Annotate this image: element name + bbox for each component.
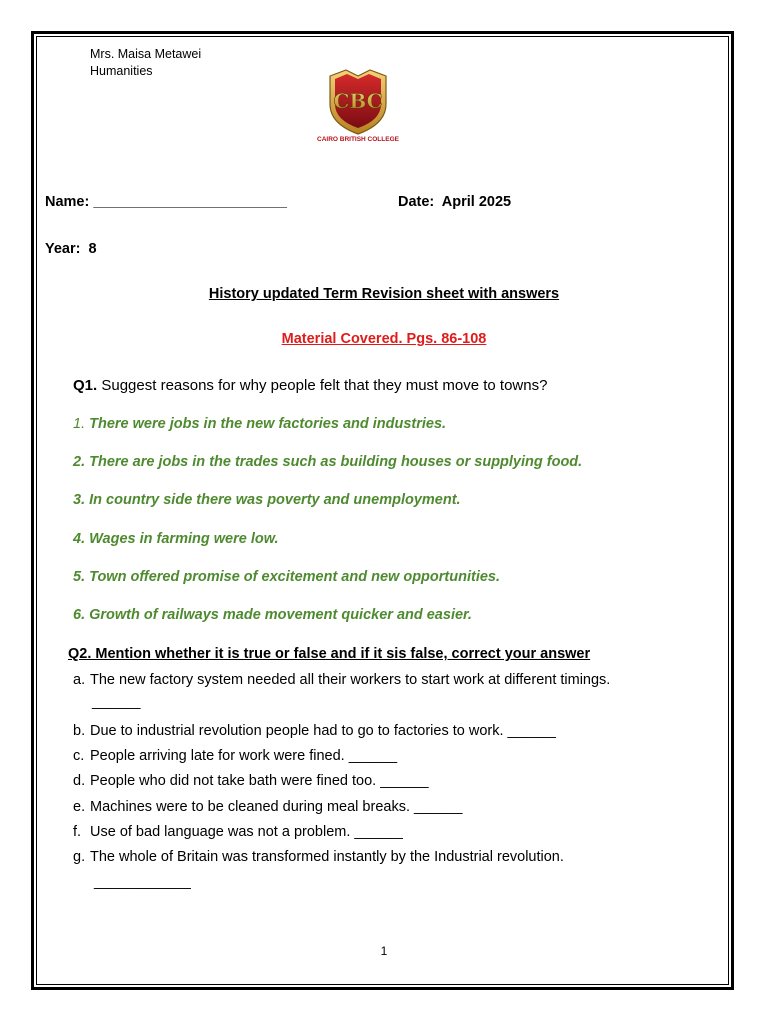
- item-letter: a.: [73, 672, 86, 688]
- name-blank: ________________________: [93, 194, 287, 210]
- year-label: Year:: [45, 241, 81, 257]
- answer-text: Town offered promise of excitement and new opportunities.: [89, 569, 501, 585]
- logo-monogram: CBC: [333, 89, 383, 113]
- answer-item: [73, 607, 472, 623]
- item-text: The new factory system needed all their workers to start work at different timings.: [90, 672, 611, 688]
- answer-number: 2.: [73, 454, 86, 470]
- logo-caption: CAIRO BRITISH COLLEGE: [317, 136, 399, 143]
- year-value: 8: [88, 241, 97, 257]
- question-2-heading: Q2. Mention whether it is true or false and if it sis false, correct your answer: [68, 646, 591, 662]
- item-letter: b.: [73, 723, 86, 739]
- answer-item: [73, 454, 582, 470]
- item-text: People arriving late for work were fined. ______: [90, 748, 398, 764]
- name-label: Name:: [45, 194, 90, 210]
- answer-item: [73, 531, 278, 547]
- answer-blank: ____________: [94, 874, 191, 890]
- answer-text: There are jobs in the trades such as building houses or supplying food.: [89, 454, 583, 470]
- sheet-title: History updated Term Revision sheet with answers: [208, 286, 560, 302]
- department: Humanities: [90, 64, 153, 78]
- q1-label: Q1.: [73, 377, 98, 394]
- answer-item: [73, 492, 461, 508]
- answer-item: [73, 416, 446, 432]
- material-covered: Material Covered. Pgs. 86-108: [281, 331, 487, 347]
- answer-text: Wages in farming were low.: [89, 531, 279, 547]
- answer-number: 1.: [73, 416, 86, 432]
- answer-blank: ______: [92, 694, 141, 710]
- page-border-inner: [36, 36, 729, 985]
- date-field: [398, 194, 511, 210]
- answer-text: Growth of railways made movement quicker and easier.: [89, 607, 472, 623]
- item-letter: e.: [73, 799, 86, 815]
- teacher-block: [90, 46, 201, 80]
- shield-emblem-icon: [316, 66, 400, 144]
- item-text: People who did not take bath were fined too. ______: [90, 773, 429, 789]
- date-value: April 2025: [441, 194, 512, 210]
- answer-number: 5.: [73, 569, 86, 585]
- page-number: 1: [380, 944, 388, 958]
- item-text: Due to industrial revolution people had to go to factories to work. ______: [90, 723, 556, 739]
- answer-number: 6.: [73, 607, 86, 623]
- item-letter: d.: [73, 773, 86, 789]
- answer-text: There were jobs in the new factories and industries.: [89, 416, 447, 432]
- teacher-name: Mrs. Maisa Metawei: [90, 47, 202, 61]
- answer-text: In country side there was poverty and unemployment.: [89, 492, 461, 508]
- answer-number: 4.: [73, 531, 86, 547]
- item-text: Use of bad language was not a problem. ______: [90, 824, 403, 840]
- item-letter: c.: [73, 748, 85, 764]
- school-logo: [316, 66, 400, 144]
- answer-number: 3.: [73, 492, 86, 508]
- item-letter: g.: [73, 849, 86, 865]
- item-text: The whole of Britain was transformed instantly by the Industrial revolution.: [90, 849, 564, 865]
- item-letter: f.: [73, 824, 82, 840]
- date-label: Date:: [398, 194, 435, 210]
- answer-item: [73, 569, 500, 585]
- name-field: [45, 194, 287, 210]
- item-text: Machines were to be cleaned during meal breaks. ______: [90, 799, 463, 815]
- q1-text: Suggest reasons for why people felt that they must move to towns?: [101, 377, 548, 394]
- question-1: [73, 377, 547, 394]
- year-field: [45, 241, 97, 257]
